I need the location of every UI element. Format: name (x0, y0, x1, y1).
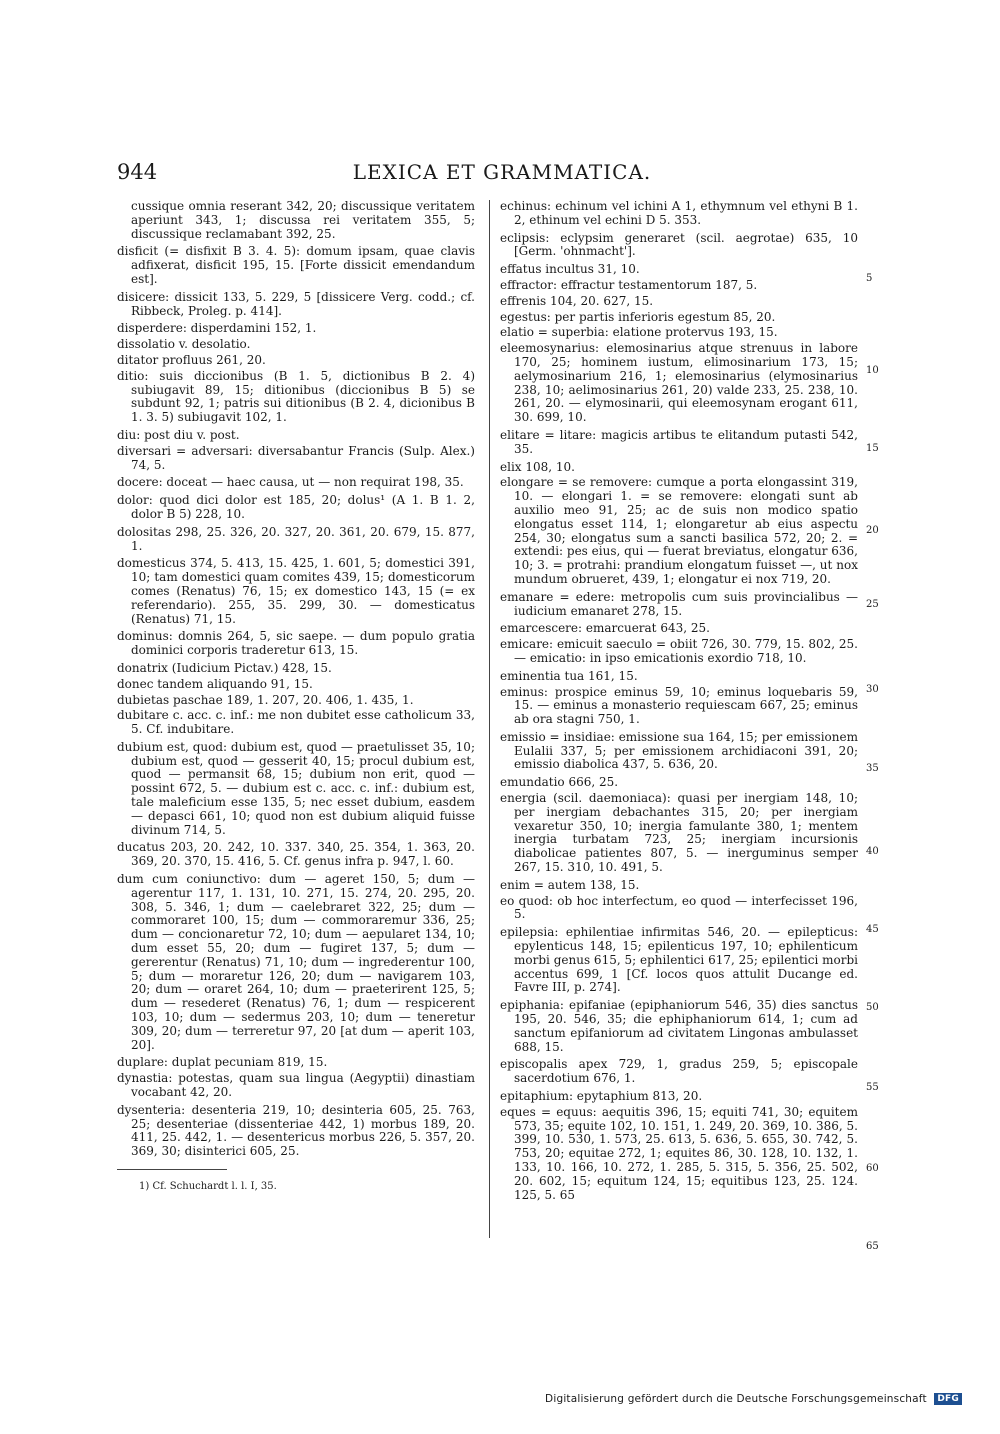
dictionary-entry: docere: doceat — haec causa, ut — non requirat 198, 35. (117, 475, 464, 490)
footnote-rule (117, 1169, 227, 1170)
dictionary-entry: donatrix (Iudicium Pictav.) 428, 15. (117, 660, 332, 675)
dictionary-entry: episcopalis apex 729, 1, gradus 259, 5; episcopale sacerdotium 676, 1. (500, 1057, 858, 1086)
dictionary-entry: dysenteria: desenteria 219, 10; desinteria 605, 25. 763, 25; desenteriae (dissenteriae 442, 1) morbus 189, 20. 411, 25. 442, 1. — desentericus morbus 226, 5. 357, 20. 369, 30; disinterici 605, 25. (117, 1102, 475, 1159)
dictionary-entry: elatio = superbia: elatione protervus 193, 15. (500, 325, 778, 340)
dictionary-entry: effrenis 104, 20. 627, 15. (500, 293, 654, 308)
dictionary-entry: disperdere: disperdamini 152, 1. (117, 321, 317, 336)
dictionary-entry: diversari = adversari: diversabantur Francis (Sulp. Alex.) 74, 5. (117, 443, 475, 472)
dictionary-entry: dum cum coniunctivo: dum — ageret 150, 5; dum — agerentur 117, 1. 131, 10. 271, 15. 274, 20. 295, 20. 308, 5. 346, 1; dum — caelebraret 322, 25; dum — commoraret 100, 15; dum — commoraremur 336, 25; dum — concionaretur 72, 10; dum — aepularet 134, 10; dum esset 55, 20; dum — fugiret 137, 5; dum — gererentur (Renatus) 71, 10; dum — ingrederentur 100, 5; dum — moraretur 126, 20; dum — navigarem 103, 20; dum — oraret 264, 10; dum — praeterirent 125, 5; dum — resederet (Renatus) 76, 1; dum — respicerent 103, 10; dum — sedermus 203, 10; dum — teneretur 309, 20; dum — terreretur 97, 20 [at dum — aperit 103, 20]. (117, 872, 475, 1052)
credit-text: Digitalisierung gefördert durch die Deutsche Forschungsgemeinschaft (545, 1393, 927, 1405)
dictionary-entry: eques = equus: aequitis 396, 15; equiti 741, 30; equitem 573, 35; equite 102, 10. 151, 1. 249, 20. 369, 10. 386, 5. 399, 10. 530, 1. 573, 25. 613, 5. 636, 5. 655, 30. 742, 5. 753, 20; equitae 272, 1; equites 86, 30. 128, 10. 132, 1. 133, 10. 166, 10. 272, 1. 285, 5. 315, 5. 356, 25. 502, 20. 602, 15; equitum 124, 15; equitibus 123, 25. 124. 125, 5. 65 (500, 1104, 858, 1202)
dictionary-entry: dolor: quod dici dolor est 185, 20; dolus¹ (A 1. B 1. 2, dolor B 5) 228, 10. (117, 493, 475, 521)
dictionary-entry: echinus: echinum vel ichini A 1, ethymnum vel ethyni B 1. 2, ethinum vel echini D 5. 353. (500, 199, 858, 227)
dictionary-entry: eminentia tua 161, 15. (500, 668, 638, 683)
dictionary-entry: ditio: suis diccionibus (B 1. 5, dictionibus B 2. 4) subiugavit 89, 15; ditionibus (diccionibus B 5) se subdunt 92, 1; patris sui ditionibus (B 2. 4, dicionibus B 1. 3. 5) subiugavit 102, 1. (117, 368, 475, 425)
line-number: 5 (866, 273, 873, 284)
dictionary-entry: emissio = insidiae: emissione sua 164, 15; per emissionem Eulalii 337, 5; per emissionem archidiaconi 391, 20; emissio diabolica 437, 5. 636, 20. (500, 729, 858, 772)
line-number: 40 (866, 846, 879, 857)
dictionary-entry: elongare = se removere: cumque a porta elongassint 319, 10. — elongari 1. = se removere: elongati sunt ab auxilio meo 91, 25; ac de suis non modico spatio elongatus esset 114, 1; elongaretur ab eius aspectu 254, 30; elongatus sum a sancti basilica 572, 20; 2. = extendi: pes eius, qui — fuerat breviatus, elongatur 636, 10; 3. = protrahi: prandium elongatum fuisset —, ut nox mundum obrueret, 439, 1; elongatur ei nox 719, 20. (500, 475, 858, 586)
dictionary-entry: eleemosynarius: elemosinarius atque strenuus in labore 170, 25; hominem iustum, elimosinarium 173, 15; aelymosinarium 216, 1; elemosinarius (elymosinarius 238, 10; aelimosinarius 261, 20) valde 233, 25. 238, 10. 261, 20. — elymosinarii, qui eleemosynam erogant 611, 30. 699, 10. (500, 341, 858, 425)
line-number: 60 (866, 1163, 879, 1174)
line-number: 25 (866, 599, 879, 610)
line-number: 65 (866, 1241, 879, 1252)
running-title: LEXICA ET GRAMMATICA. (352, 160, 652, 184)
footnote: 1) Cf. Schuchardt l. l. I, 35. (139, 1181, 277, 1192)
line-number: 35 (866, 763, 879, 774)
dictionary-entry: energia (scil. daemoniaca): quasi per inergiam 148, 10; per inergiam debachantes 315, 20; per inergiam vexaretur 350, 10; inergia famulante 380, 1; mentem inergia turbatam 723, 25; inergiam incursionis diabolicae patientes 807, 5. — inerguminus semper 267, 15. 310, 10. 491, 5. (500, 791, 858, 875)
line-number: 50 (866, 1002, 879, 1013)
line-number: 20 (866, 525, 879, 536)
dictionary-entry: dominus: domnis 264, 5, sic saepe. — dum populo gratia dominici corporis traderetur 613, 15. (117, 629, 475, 658)
dfg-logo: DFG (934, 1393, 962, 1405)
dictionary-entry: donec tandem aliquando 91, 15. (117, 676, 313, 691)
dictionary-entry: emicare: emicuit saeculo = obiit 726, 30. 779, 15. 802, 25. — emicatio: in ipso emicationis exordio 718, 10. (500, 637, 858, 665)
page-number: 944 (117, 160, 158, 184)
dictionary-entry: emanare = edere: metropolis cum suis provincialibus — iudicium emanaret 278, 15. (500, 589, 858, 618)
left-column (117, 200, 475, 1204)
dictionary-entry: domesticus 374, 5. 413, 15. 425, 1. 601, 5; domestici 391, 10; tam domestici quam comites 439, 15; domesticorum comes (Renatus) 76, 15; ex domestico 143, 15 (= ex referendario). 255, 35. 299, 30. — domesticatus (Renatus) 71, 15. (117, 556, 475, 626)
dictionary-entry: emundatio 666, 25. (500, 775, 619, 790)
dictionary-entry: dissolatio v. desolatio. (117, 337, 251, 352)
dictionary-entry: dubietas paschae 189, 1. 207, 20. 406, 1. 435, 1. (117, 692, 414, 707)
dictionary-entry: eo quod: ob hoc interfectum, eo quod — interfecisset 196, 5. (500, 893, 858, 922)
dictionary-entry: elix 108, 10. (500, 459, 575, 474)
dictionary-entry: disficit (= disfixit B 3. 4. 5): domum ipsam, quae clavis adfixerat, disficit 195, 15. [Forte dissicit emendandum est]. (117, 244, 475, 286)
dictionary-entry: ducatus 203, 20. 242, 10. 337. 340, 25. 354, 1. 363, 20. 369, 20. 370, 15. 416, 5. Cf. genus infra p. 947, l. 60. (117, 840, 475, 869)
line-number: 30 (866, 684, 879, 695)
dictionary-entry: enim = autem 138, 15. (500, 877, 640, 892)
dictionary-entry: cussique omnia reserant 342, 20; discussique veritatem aperiunt 343, 1; discussa rei veritatem 355, 5; discussique reclamabant 392, 25. (131, 199, 475, 241)
dictionary-entry: dynastia: potestas, quam sua lingua (Aegyptii) dinastiam vocabant 42, 20. (117, 1071, 475, 1100)
line-number: 45 (866, 924, 879, 935)
dictionary-entry: diu: post diu v. post. (117, 427, 240, 442)
dictionary-entry: egestus: per partis inferioris egestum 85, 20. (500, 309, 776, 324)
dictionary-entry: duplare: duplat pecuniam 819, 15. (117, 1055, 328, 1070)
line-number: 10 (866, 365, 879, 376)
dictionary-entry: dubium est, quod: dubium est, quod — praetulisset 35, 10; dubium est, quod — gesserit 40, 15; procul dubium est, quod — permansit 68, 15; dubium non erit, quod — possint 672, 5. — dubium est c. acc. c. inf.: dubium est, tale maleficium esse 135, 5; nec esset dubium, easdem — depasci 661, 10; quod non est dubium aliquid fuisse divinum 714, 5. (117, 739, 475, 837)
dictionary-entry: effatus incultus 31, 10. (500, 262, 640, 277)
line-number: 55 (866, 1082, 879, 1093)
dictionary-entry: eclipsis: eclypsim generaret (scil. aegrotae) 635, 10 [Germ. 'ohnmacht']. (500, 230, 858, 259)
dictionary-entry: elitare = litare: magicis artibus te elitandum putasti 542, 35. (500, 427, 858, 456)
dictionary-entry: dubitare c. acc. c. inf.: me non dubitet esse catholicum 33, 5. Cf. indubitare. (117, 708, 475, 737)
page-header (117, 160, 887, 192)
dictionary-entry: disicere: dissicit 133, 5. 229, 5 [dissicere Verg. codd.; cf. Ribbeck, Proleg. p. 414]. (117, 289, 475, 318)
digitization-credit (545, 1393, 962, 1405)
dictionary-entry: ditator profluus 261, 20. (117, 352, 266, 367)
dictionary-entry: dolositas 298, 25. 326, 20. 327, 20. 361, 20. 679, 15. 877, 1. (117, 524, 475, 553)
dictionary-entry: emarcescere: emarcuerat 643, 25. (500, 621, 710, 636)
column-divider (489, 200, 490, 1238)
dictionary-entry: eminus: prospice eminus 59, 10; eminus loquebaris 59, 15. — eminus a monasterio requiescam 667, 25; eminus ab ora stagni 750, 1. (500, 684, 858, 727)
dictionary-entry: epitaphium: epytaphium 813, 20. (500, 1089, 703, 1104)
right-column (500, 200, 858, 1206)
dictionary-entry: effractor: effractur testamentorum 187, 5. (500, 277, 758, 292)
dictionary-entry: epilepsia: ephilentiae infirmitas 546, 20. — epilepticus: epylenticus 148, 15; epilenticus 197, 10; ephilenticum morbi genus 615, 5; ephilentici 617, 25; epilentici morbi accentus 699, 1 [Cf. locos quos attulit Ducange ed. Favre III, p. 274]. (500, 925, 858, 995)
line-number: 15 (866, 443, 879, 454)
dictionary-entry: epiphania: epifaniae (epiphaniorum 546, 35) dies sanctus 195, 20. 546, 35; die ephiphaniorum 614, 1; cum ad sanctum epifaniorum ad civitatem Lingonas ambulasset 688, 15. (500, 998, 858, 1054)
